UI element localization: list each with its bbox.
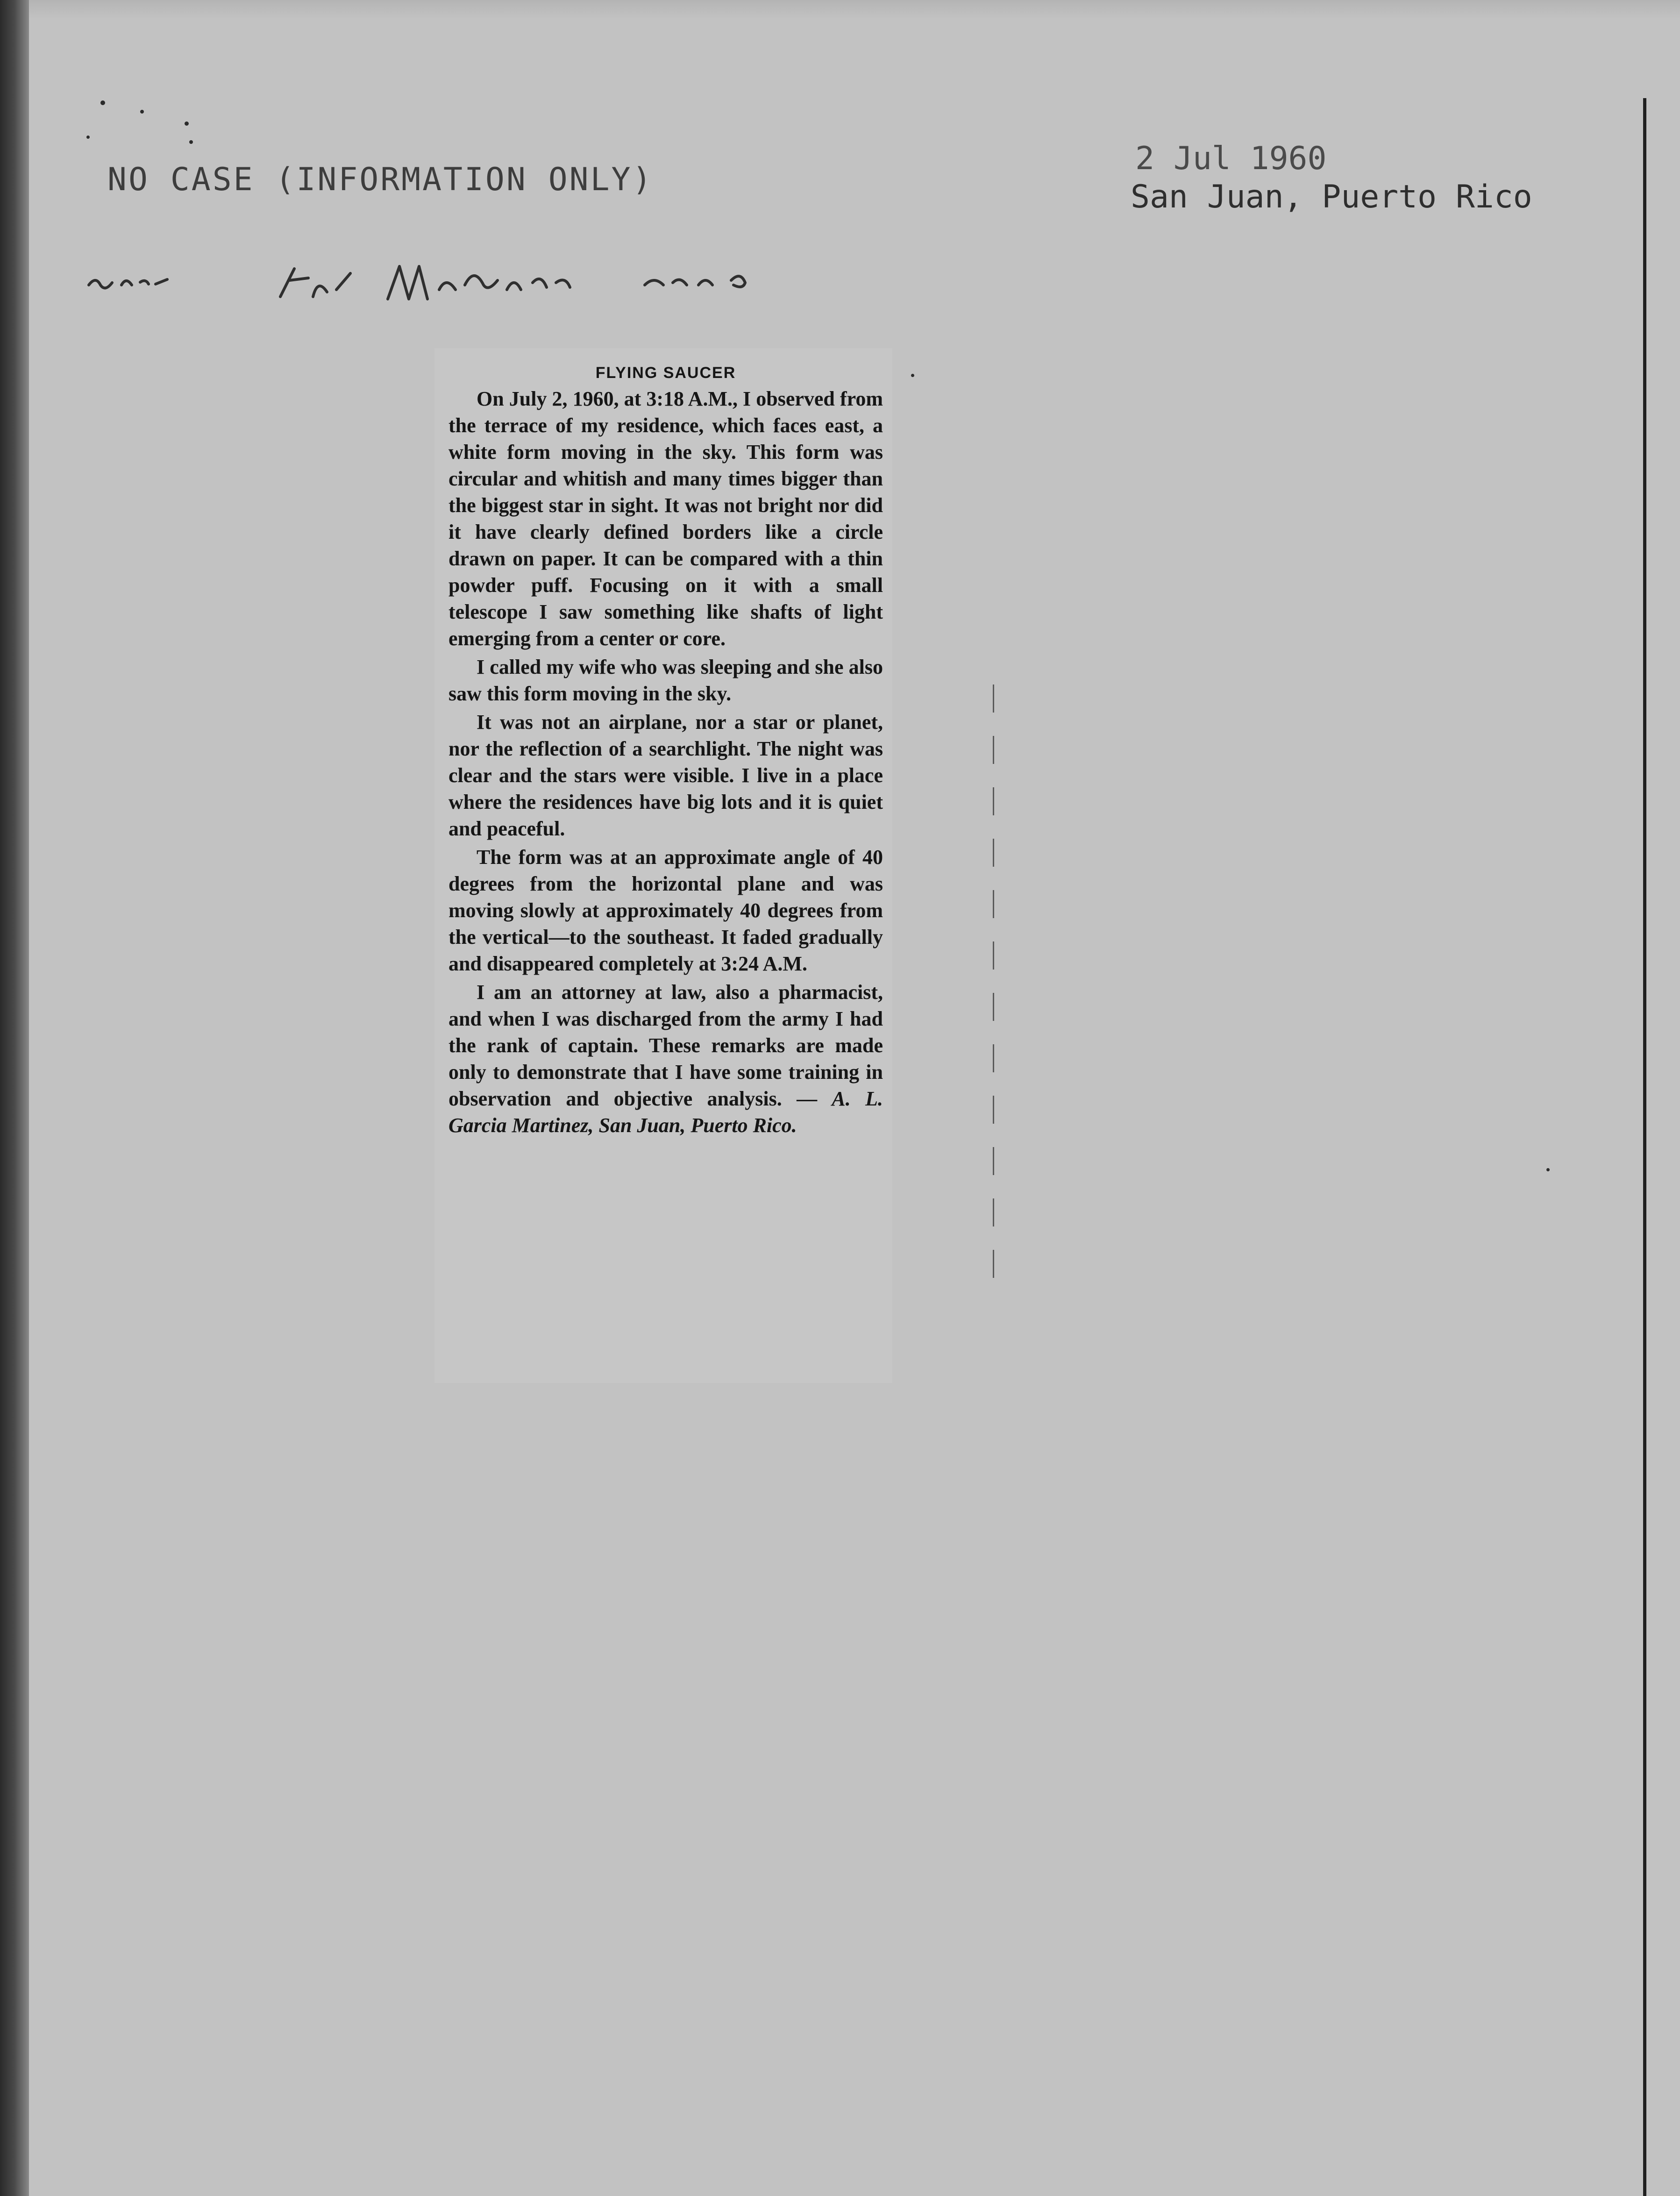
article-paragraph: It was not an airplane, nor a star or planet, nor the reflection of a searchlight. The night was clear and the stars were visible. I live in a place where the residences have big lots and it is quiet and peaceful.: [448, 711, 883, 840]
closing-text: I am an attorney at law, also a pharmacist, and when I was discharged from the army I had the rank of captain. These remarks are made only to demonstrate that I have some training in observation and objective analysis. —: [448, 981, 883, 1110]
scan-left-edge: [0, 0, 29, 2196]
date-line: 2 Jul 1960: [1135, 140, 1327, 177]
case-note: NO CASE (INFORMATION ONLY): [107, 161, 654, 198]
scan-speck: [1546, 1168, 1550, 1171]
page-fold-line: [1643, 98, 1646, 2196]
place-line: San Juan, Puerto Rico: [1131, 178, 1532, 215]
scan-speck: [86, 135, 90, 139]
article-paragraph: The form was at an approximate angle of 40 degrees from the horizontal plane and was moving slowly at approximately 40 degrees from the vertical—to the southeast. It faded gradually and disappeared completely at 3:24 A.M.: [448, 846, 883, 975]
article-headline: FLYING SAUCER: [595, 364, 736, 382]
scan-speck: [140, 110, 144, 114]
top-shading: [29, 0, 1680, 19]
scan-speck: [189, 140, 193, 144]
scan-speck: [911, 374, 914, 377]
handwritten-source-note: [84, 252, 869, 308]
clipping-column-edge: [993, 684, 994, 1283]
article-closing-paragraph: [448, 979, 883, 1139]
article-paragraph: On July 2, 1960, at 3:18 A.M., I observed from the terrace of my residence, which faces east, a white form moving in the sky. This form was circular and whitish and many times bigger than the biggest star in sight. It was not bright nor did it have clearly defined borders like a circle drawn on paper. It can be compared with a thin powder puff. Focusing on it with a small telescope I saw something like shafts of light emerging from a center or core.: [448, 387, 883, 650]
scan-speck: [185, 121, 189, 126]
article-paragraph: I called my wife who was sleeping and she also saw this form moving in the sky.: [448, 656, 883, 705]
article-signature: A. L. Garcia Martinez, San Juan, Puerto Rico.: [448, 1087, 883, 1137]
article: [448, 362, 883, 1141]
scan-speck: [100, 100, 105, 105]
